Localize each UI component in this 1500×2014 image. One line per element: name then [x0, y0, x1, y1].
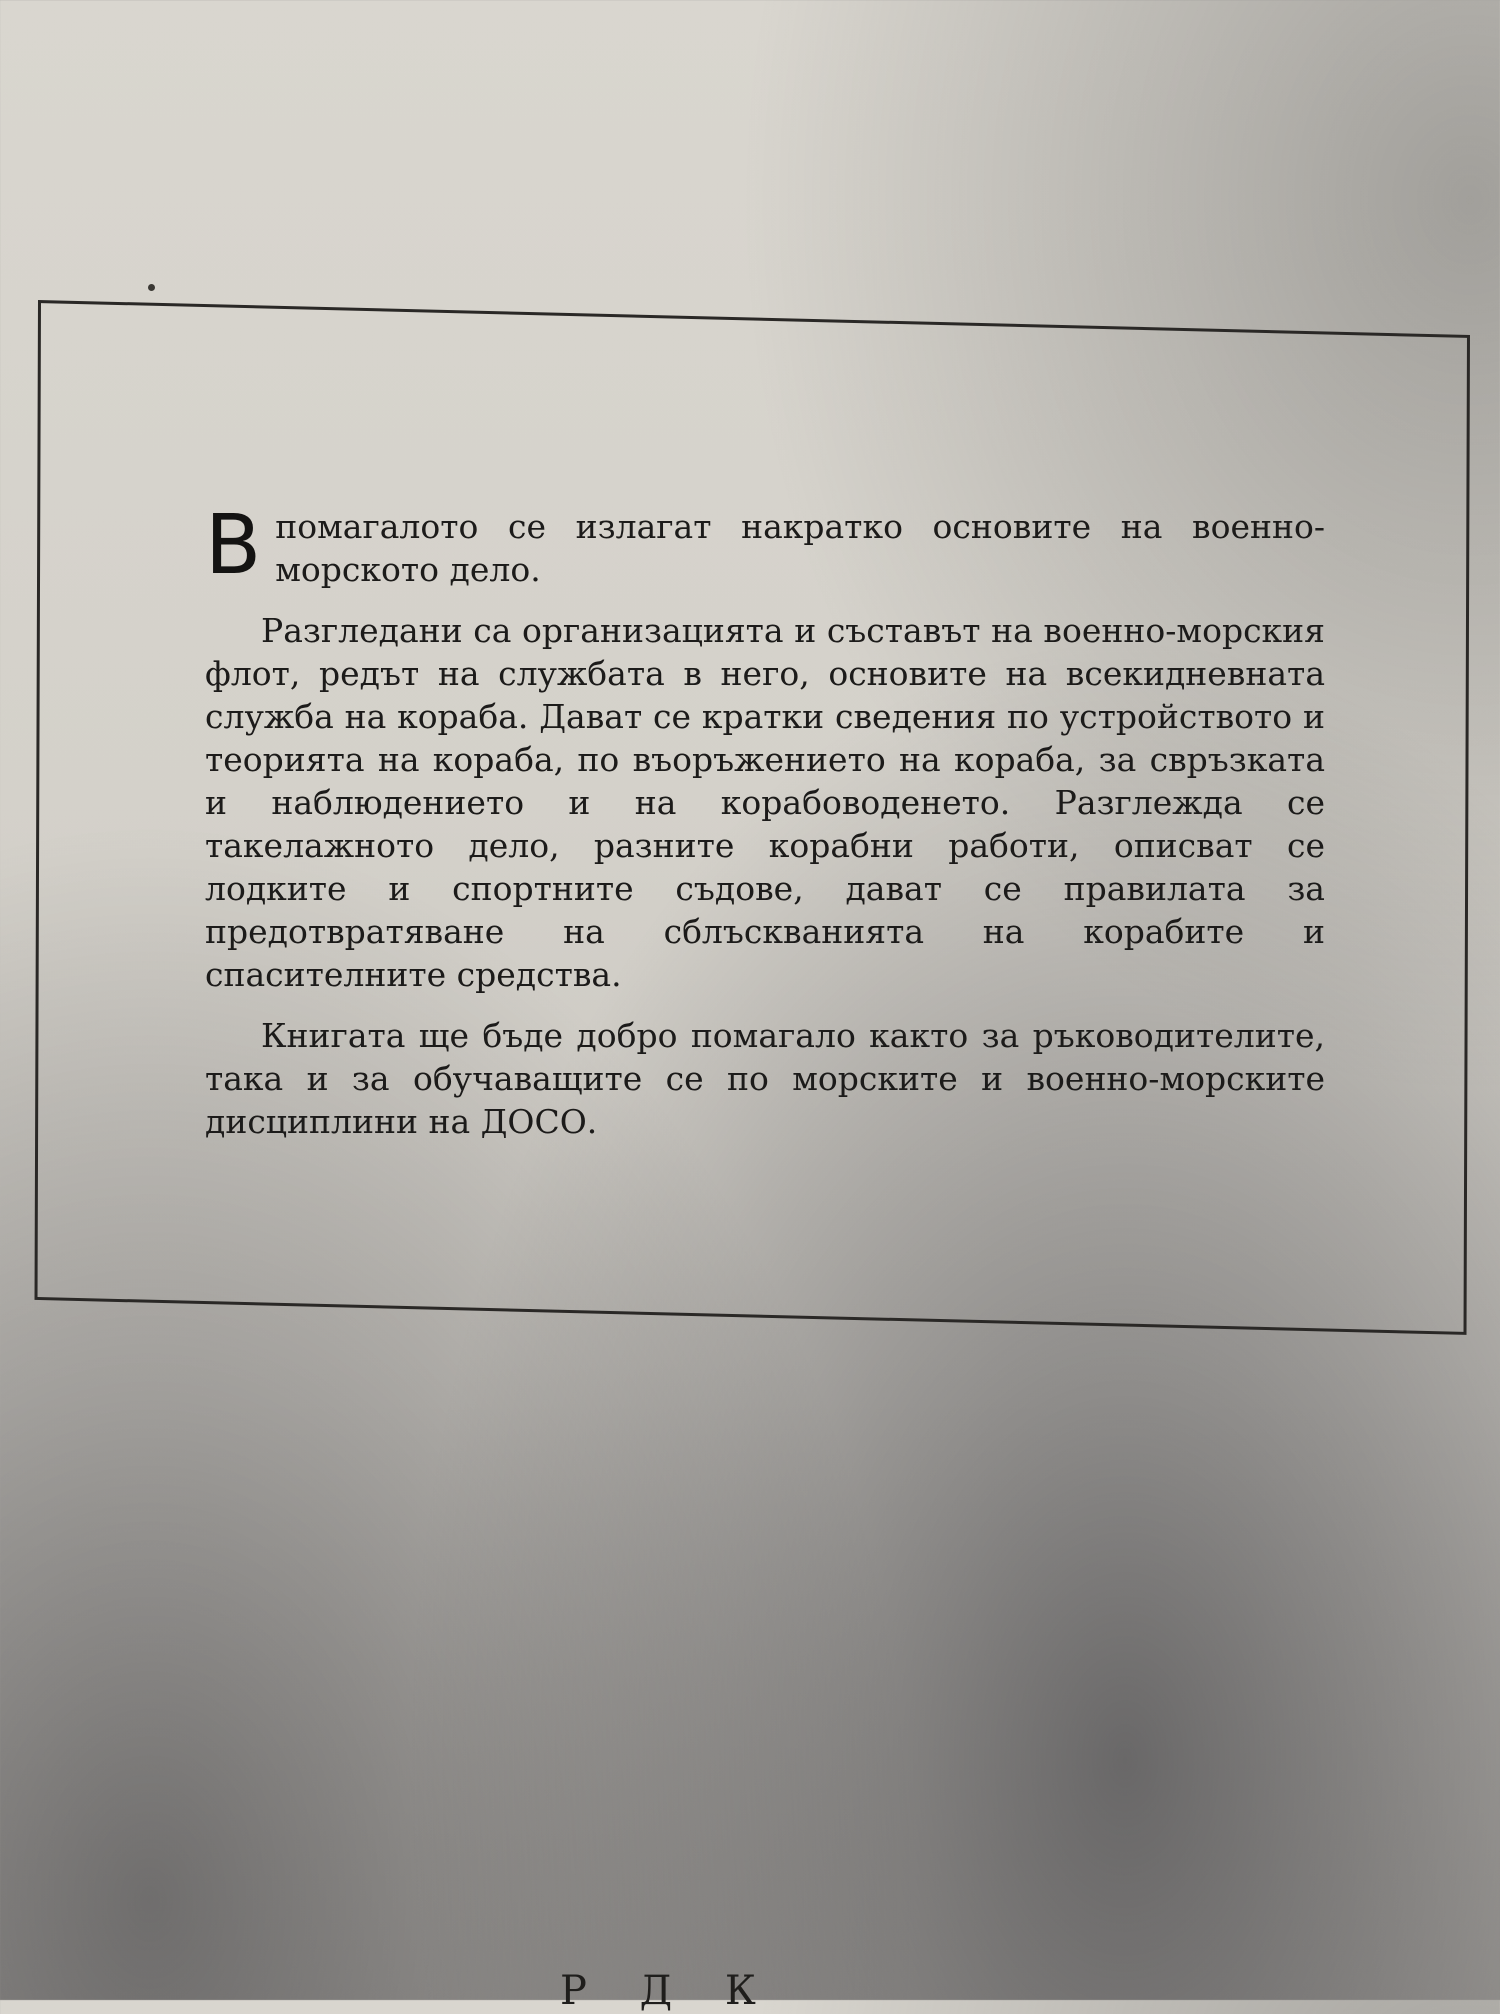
footer-text: Р Д К [560, 1968, 776, 2014]
paragraph-intro-text: помагалото се излагат накратко основите на военно-морското дело. [275, 507, 1325, 589]
paragraph-contents: Разгледани са организацията и съставът на военно-морския флот, редът на службата в него, основите на всекидневната служба на кораба. Дават се кратки сведения по устройството и теорията на кораба, по въоръжението на кораба, за свръзката и наблюдението и на корабоводенето. Разглежда се такелажното дело, разните корабни работи, описват се лодките и спортните съдове, дават се правилата за предотвратяване на сблъскванията на корабите и спасителните средства. [205, 611, 1325, 994]
paragraph-purpose: Книгата ще бъде добро помагало както за ръководителите, така и за обучаващите се по морските и военно-морските дисциплини на ДОСО. [205, 1016, 1325, 1141]
paragraph-intro [205, 498, 1325, 593]
ink-speck [148, 284, 155, 291]
drop-cap: В [205, 498, 262, 593]
annotation-text [205, 498, 1325, 1161]
